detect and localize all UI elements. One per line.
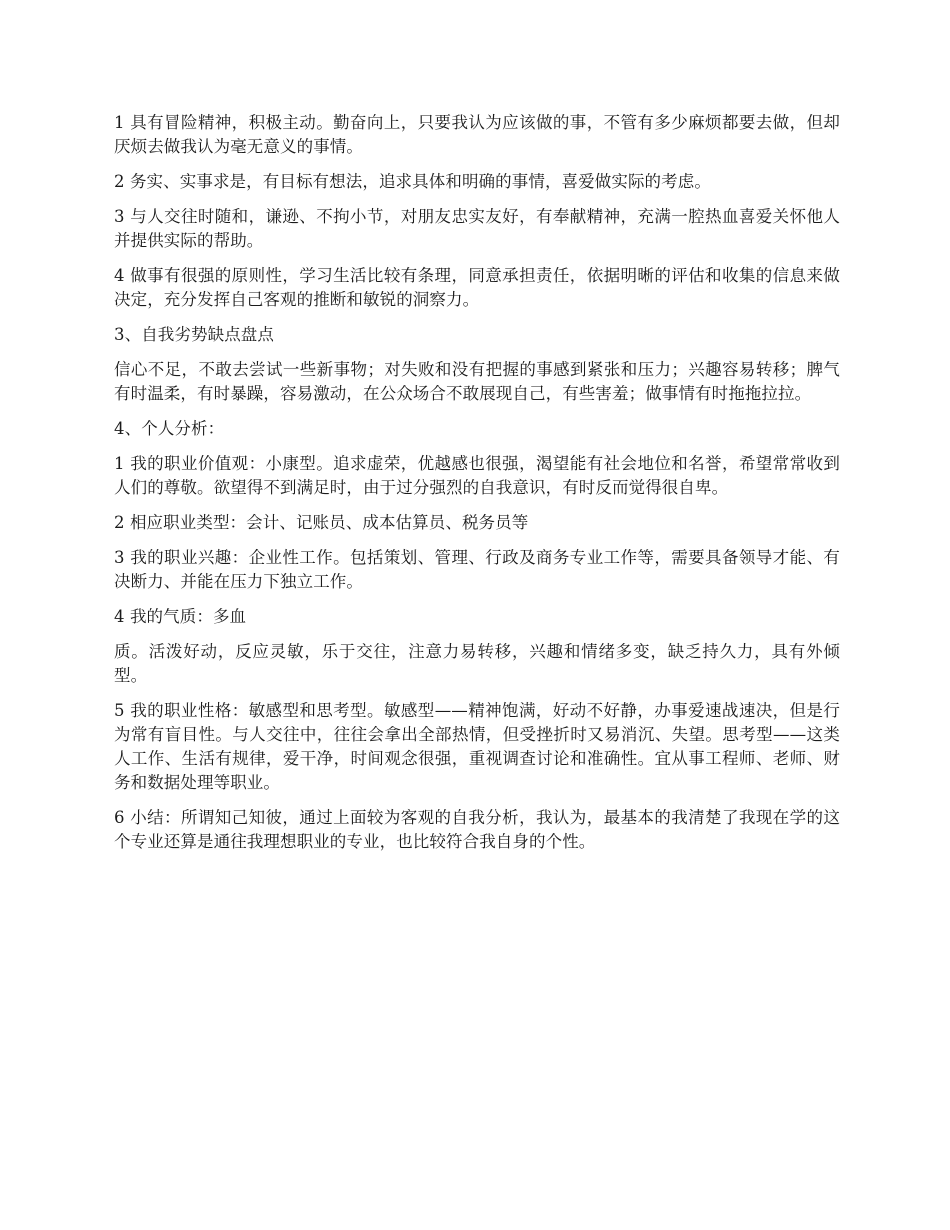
paragraph-temperament: 4 我的气质：多血 (114, 607, 247, 626)
paragraph-career-interests: 3 我的职业兴趣：企业性工作。包括策划、管理、行政及商务专业工作等，需要具备领导才能、有决断力、并能在压力下独立工作。 (114, 548, 840, 591)
paragraph-summary: 6 小结：所谓知己知彼，通过上面较为客观的自我分析，我认为，最基本的我清楚了我现在学的这个专业还算是通往我理想职业的专业，也比较符合我自身的个性。 (114, 808, 840, 851)
paragraph-trait-4: 4 做事有很强的原则性，学习生活比较有条理，同意承担责任，依据明晰的评估和收集的信息来做决定，充分发挥自己客观的推断和敏锐的洞察力。 (114, 266, 840, 309)
document-body (114, 111, 840, 865)
paragraph-career-values: 1 我的职业价值观：小康型。追求虚荣，优越感也很强，渴望能有社会地位和名誉，希望常常收到人们的尊敬。欲望得不到满足时，由于过分强烈的自我意识，有时反而觉得很自卑。 (114, 454, 840, 497)
paragraph-trait-2: 2 务实、实事求是，有目标有想法，追求具体和明确的事情，喜爱做实际的考虑。 (114, 172, 711, 191)
paragraph-weaknesses: 信心不足，不敢去尝试一些新事物；对失败和没有把握的事感到紧张和压力；兴趣容易转移；脾气有时温柔，有时暴躁，容易激动，在公众场合不敢展现自己，有些害羞；做事情有时拖拖拉拉。 (114, 360, 840, 403)
paragraph-career-types: 2 相应职业类型：会计、记账员、成本估算员、税务员等 (114, 513, 529, 532)
paragraph-trait-3: 3 与人交往时随和，谦逊、不拘小节，对朋友忠实友好，有奉献精神，充满一腔热血喜爱关怀他人并提供实际的帮助。 (114, 207, 840, 250)
paragraph-career-personality: 5 我的职业性格：敏感型和思考型。敏感型——精神饱满，好动不好静，办事爱速战速决，但是行为常有盲目性。与人交往中，往往会拿出全部热情，但受挫折时又易消沉、失望。思考型——这类人工作、生活有规律，爱干净，时间观念很强，重视调查讨论和准确性。宜从事工程师、老师、财务和数据处理等职业。 (114, 701, 840, 792)
section-heading-personal-analysis: 4、个人分析： (114, 419, 225, 438)
paragraph-temperament-detail: 质。活泼好动，反应灵敏，乐于交往，注意力易转移，兴趣和情绪多变，缺乏持久力，具有外倾型。 (114, 642, 840, 685)
paragraph-trait-1: 1 具有冒险精神，积极主动。勤奋向上，只要我认为应该做的事，不管有多少麻烦都要去做，但却厌烦去做我认为毫无意义的事情。 (114, 113, 840, 156)
section-heading-weaknesses: 3、自我劣势缺点盘点 (114, 325, 274, 344)
